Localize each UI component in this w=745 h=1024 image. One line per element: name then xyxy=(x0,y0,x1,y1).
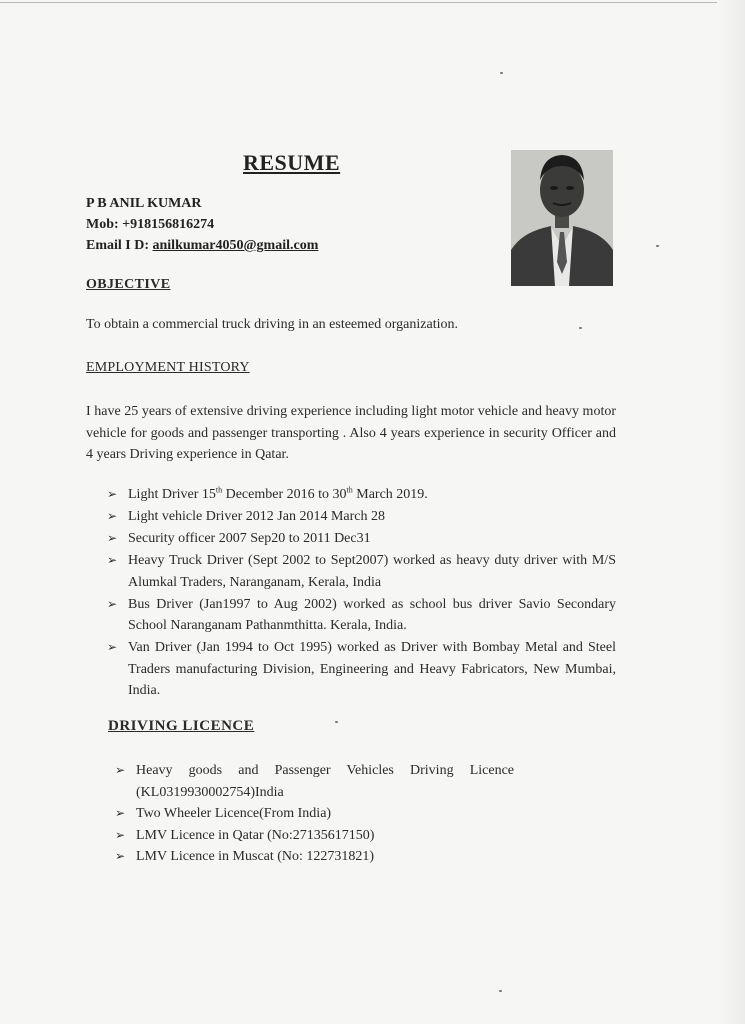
list-item xyxy=(114,825,514,847)
arrow-bullet-icon: ➢ xyxy=(107,596,118,611)
scan-speck xyxy=(335,721,338,723)
employment-heading: EMPLOYMENT HISTORY xyxy=(86,360,250,375)
list-item xyxy=(106,594,616,637)
document-title: RESUME xyxy=(243,150,341,175)
contact-block xyxy=(86,193,318,256)
scan-border-line xyxy=(0,2,745,3)
mobile-value: +918156816274 xyxy=(122,217,215,232)
arrow-bullet-icon: ➢ xyxy=(107,487,118,501)
list-item xyxy=(106,484,616,506)
arrow-bullet-icon: ➢ xyxy=(115,849,126,863)
item-text: LMV Licence in Muscat (No: 122731821) xyxy=(136,849,375,864)
mobile-label: Mob: xyxy=(86,217,119,232)
scan-speck xyxy=(579,327,582,329)
arrow-bullet-icon: ➢ xyxy=(115,827,126,842)
employment-summary: I have 25 years of extensive driving experience including light motor vehicle and heavy motor vehicle for goods and passenger transporting . Also 4 years experience in security Officer and 4 years Driving experience in Qatar. xyxy=(86,404,616,462)
item-text: Heavy goods and Passenger Vehicles Driving Licence (KL0319930002754)India xyxy=(136,763,514,800)
list-item xyxy=(114,803,514,825)
item-text: Security officer 2007 Sep20 to 2011 Dec31 xyxy=(128,531,371,546)
item-text: March 2019. xyxy=(352,487,428,502)
list-item xyxy=(106,528,616,550)
list-item xyxy=(106,550,616,593)
mobile-line xyxy=(86,214,318,235)
item-text: Bus Driver (Jan1997 to Aug 2002) worked as school bus driver Savio Secondary School Naranganam Pathanmthitta. Kerala, India. xyxy=(128,596,616,633)
scan-speck xyxy=(499,990,502,992)
list-item xyxy=(114,760,514,803)
arrow-bullet-icon: ➢ xyxy=(115,806,126,820)
email-label: Email I D: xyxy=(86,238,149,253)
arrow-bullet-icon: ➢ xyxy=(115,763,126,777)
arrow-bullet-icon: ➢ xyxy=(107,509,118,523)
item-text: Light Driver 15 xyxy=(128,487,216,502)
licence-heading: DRIVING LICENCE xyxy=(108,718,255,734)
scan-edge-shadow xyxy=(717,0,745,1024)
objective-heading: OBJECTIVE xyxy=(86,277,171,292)
licence-list xyxy=(114,760,514,868)
employment-list xyxy=(106,484,616,702)
portrait-photo xyxy=(511,150,613,286)
list-item xyxy=(106,637,616,702)
arrow-bullet-icon: ➢ xyxy=(107,640,118,654)
email-link[interactable]: anilkumar4050@gmail.com xyxy=(152,238,319,253)
arrow-bullet-icon: ➢ xyxy=(107,531,118,545)
arrow-bullet-icon: ➢ xyxy=(107,553,118,567)
list-item xyxy=(114,846,514,868)
ordinal-suffix: th xyxy=(346,485,353,495)
scan-speck xyxy=(656,245,659,247)
item-text: Van Driver (Jan 1994 to Oct 1995) worked as Driver with Bombay Metal and Steel Traders manufacturing Division, Engineering and Heavy Fabricators, New Mumbai, India. xyxy=(128,640,616,698)
item-text: December 2016 to 30 xyxy=(222,487,347,502)
item-text: Light vehicle Driver 2012 Jan 2014 March 28 xyxy=(128,509,385,524)
item-text: LMV Licence in Qatar (No:27135617150) xyxy=(136,827,375,843)
ordinal-suffix: th xyxy=(215,485,223,495)
applicant-name: P B ANIL KUMAR xyxy=(86,196,202,211)
list-item xyxy=(106,506,616,528)
scan-speck xyxy=(500,72,503,74)
objective-text: To obtain a commercial truck driving in an esteemed organization. xyxy=(86,317,458,332)
email-line xyxy=(86,235,318,256)
item-text: Heavy Truck Driver (Sept 2002 to Sept2007) worked as heavy duty driver with M/S Alumkal Traders, Naranganam, Kerala, India xyxy=(128,553,616,590)
item-text: Two Wheeler Licence(From India) xyxy=(136,806,332,821)
